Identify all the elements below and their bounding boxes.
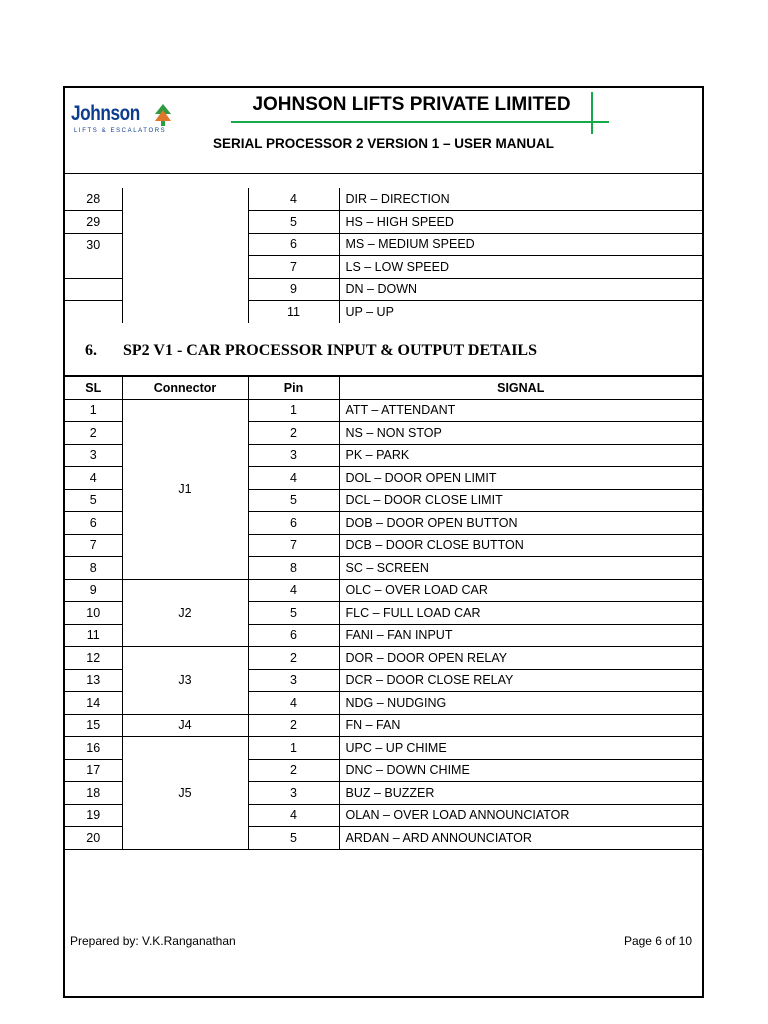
header-connector: Connector [122,377,248,400]
cell-connector [122,188,248,323]
header-signal: SIGNAL [339,377,702,400]
header-sl: SL [65,377,122,400]
cell-pin: 1 [248,399,339,422]
cell-pin: 7 [248,256,339,279]
section-heading [65,328,702,376]
cell-sl: 6 [65,512,122,535]
cell-connector: J4 [122,714,248,737]
cell-pin: 3 [248,782,339,805]
table-row [65,647,702,670]
cell-signal: UPC – UP CHIME [339,737,702,760]
cell-pin: 5 [248,602,339,625]
cell-sl: 18 [65,782,122,805]
cell-pin: 9 [248,278,339,301]
cell-sl: 16 [65,737,122,760]
table-row [65,714,702,737]
cell-sl: 9 [65,579,122,602]
cell-pin: 4 [248,692,339,715]
cell-connector: J2 [122,579,248,647]
page-number: Page 6 of 10 [623,934,692,948]
cell-signal: BUZ – BUZZER [339,782,702,805]
cell-pin: 6 [248,512,339,535]
cell-sl: 29 [65,211,122,234]
cell-signal: DCL – DOOR CLOSE LIMIT [339,489,702,512]
cell-connector: J5 [122,737,248,850]
cell-pin: 4 [248,467,339,490]
cell-sl: 8 [65,557,122,580]
cell-pin: 7 [248,534,339,557]
cell-sl: 12 [65,647,122,670]
logo-wordmark: Johnson [71,102,140,125]
cell-pin: 3 [248,444,339,467]
cell-pin: 8 [248,557,339,580]
table-row [65,399,702,422]
green-rule-vertical [591,92,593,134]
table-header-row [65,377,702,400]
cell-pin: 6 [248,233,339,256]
cell-pin: 3 [248,669,339,692]
cell-signal: MS – MEDIUM SPEED [339,233,702,256]
cell-signal: SC – SCREEN [339,557,702,580]
cell-sl: 4 [65,467,122,490]
cell-connector: J1 [122,399,248,579]
cell-pin: 2 [248,647,339,670]
cell-signal: FANI – FAN INPUT [339,624,702,647]
table-row [65,579,702,602]
cell-pin: 5 [248,827,339,850]
cell-signal: NDG – NUDGING [339,692,702,715]
cell-signal: HS – HIGH SPEED [339,211,702,234]
page-header [65,88,702,174]
cell-signal: PK – PARK [339,444,702,467]
cell-signal: DN – DOWN [339,278,702,301]
cell-pin: 5 [248,211,339,234]
cell-sl [65,301,122,324]
cell-sl: 10 [65,602,122,625]
cell-sl: 7 [65,534,122,557]
cell-pin: 2 [248,714,339,737]
cell-signal: LS – LOW SPEED [339,256,702,279]
section-number: 6. [85,342,97,359]
cell-signal: DCB – DOOR CLOSE BUTTON [339,534,702,557]
cell-sl: 15 [65,714,122,737]
cell-signal: DCR – DOOR CLOSE RELAY [339,669,702,692]
cell-sl: 3 [65,444,122,467]
cell-signal: FLC – FULL LOAD CAR [339,602,702,625]
cell-sl: 28 [65,188,122,211]
cell-pin: 2 [248,759,339,782]
prepared-by: Prepared by: V.K.Ranganathan [70,934,236,948]
cell-signal: DOR – DOOR OPEN RELAY [339,647,702,670]
cell-signal: DIR – DIRECTION [339,188,702,211]
cell-signal: ARDAN – ARD ANNOUNCIATOR [339,827,702,850]
cell-signal: FN – FAN [339,714,702,737]
cell-signal: DOB – DOOR OPEN BUTTON [339,512,702,535]
cell-sl: 5 [65,489,122,512]
cell-sl: 1 [65,399,122,422]
section-title: SP2 V1 - CAR PROCESSOR INPUT & OUTPUT DETAILS [123,342,537,359]
green-rule-horizontal [231,121,609,123]
cell-connector: J3 [122,647,248,715]
table-row [65,188,702,211]
cell-pin: 4 [248,804,339,827]
table-row [65,737,702,760]
header-pin: Pin [248,377,339,400]
cell-sl: 11 [65,624,122,647]
cell-signal: DNC – DOWN CHIME [339,759,702,782]
cell-signal: OLC – OVER LOAD CAR [339,579,702,602]
cell-pin: 6 [248,624,339,647]
document-subtitle: SERIAL PROCESSOR 2 VERSION 1 – USER MANUAL [212,136,555,151]
cell-pin: 4 [248,579,339,602]
cell-sl: 14 [65,692,122,715]
cell-sl: 13 [65,669,122,692]
cell-sl [65,278,122,301]
cell-signal: ATT – ATTENDANT [339,399,702,422]
cell-sl: 30 [86,237,101,252]
io-details-table [65,376,702,850]
cell-signal: OLAN – OVER LOAD ANNOUNCIATOR [339,804,702,827]
logo-tagline: LIFTS & ESCALATORS [74,128,167,134]
cell-pin: 2 [248,422,339,445]
cell-pin: 11 [248,301,339,324]
page-frame [63,86,704,998]
company-name: JOHNSON LIFTS PRIVATE LIMITED [252,94,571,115]
cell-sl: 20 [65,827,122,850]
cell-sl: 19 [65,804,122,827]
cell-signal: NS – NON STOP [339,422,702,445]
cell-signal: UP – UP [339,301,702,324]
continued-table [65,188,702,323]
cell-signal: DOL – DOOR OPEN LIMIT [339,467,702,490]
cell-sl: 17 [65,759,122,782]
cell-sl: 2 [65,422,122,445]
cell-pin: 5 [248,489,339,512]
cell-pin: 4 [248,188,339,211]
cell-pin: 1 [248,737,339,760]
cell-sl [65,256,122,279]
